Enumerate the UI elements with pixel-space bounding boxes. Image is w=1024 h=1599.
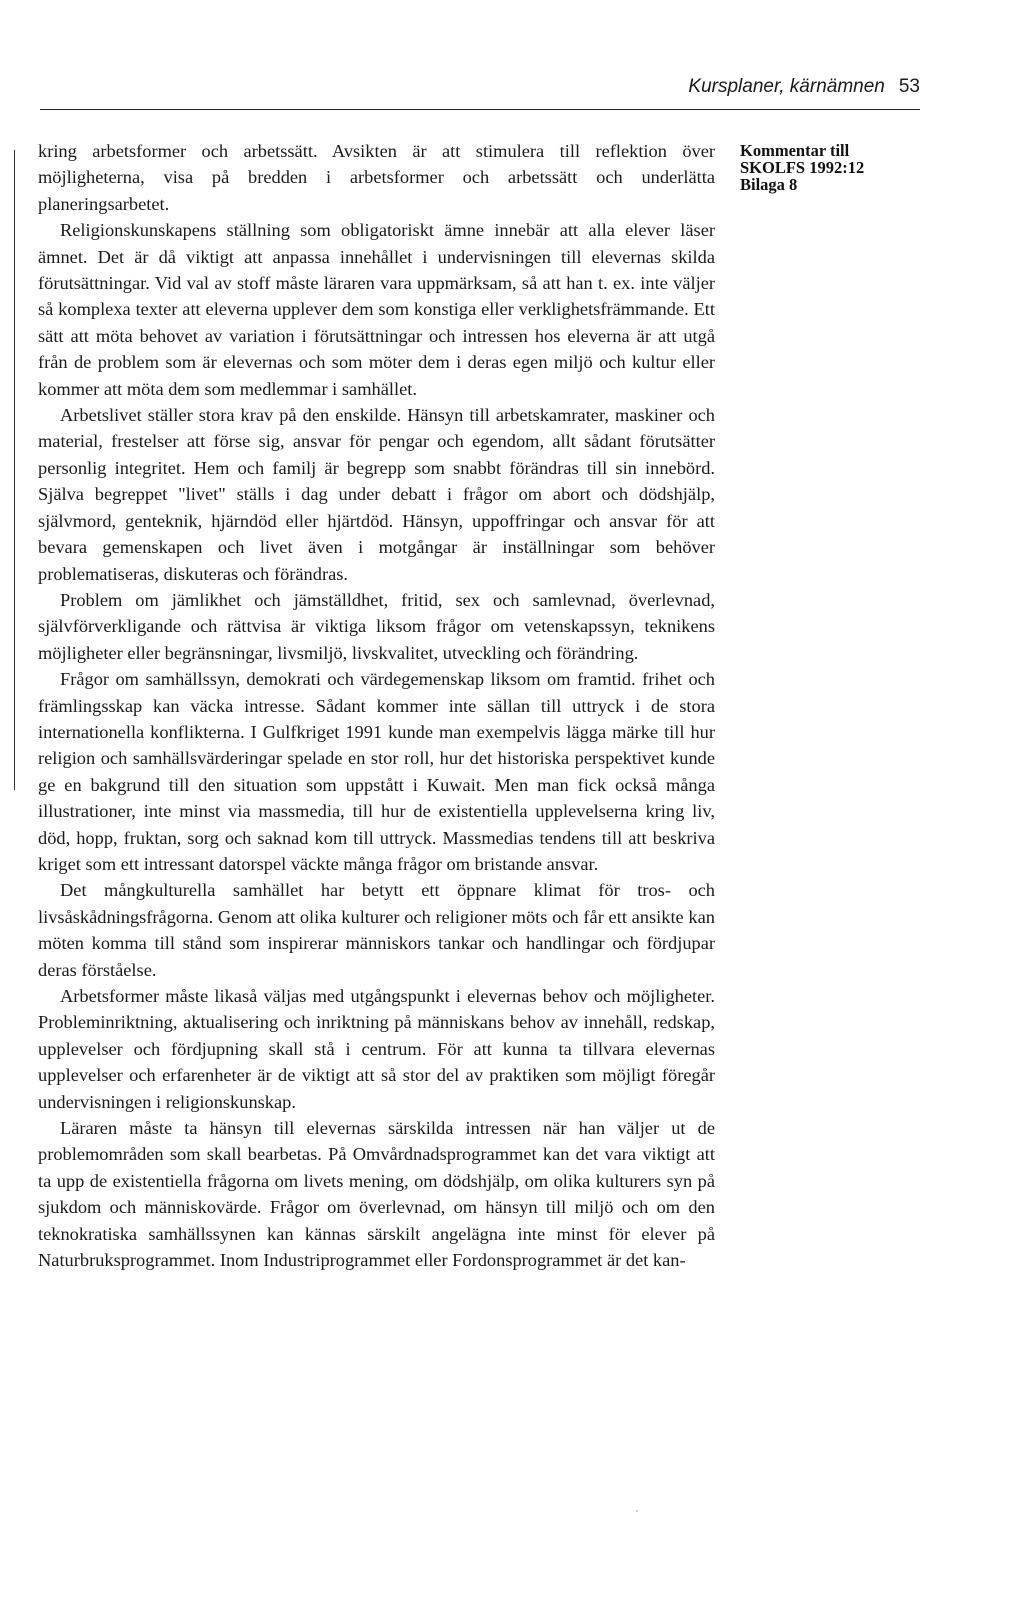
margin-change-bar <box>14 150 15 790</box>
running-head <box>0 76 920 98</box>
margin-note <box>740 142 940 193</box>
body-text <box>38 138 715 1273</box>
margin-note-line-2: SKOLFS 1992:12 <box>740 158 865 177</box>
paragraph: Läraren måste ta hänsyn till elevernas särskilda intressen när han väljer ut de problemområden som skall bearbetas. På Omvårdnadsprogrammet kan det vara viktigt att ta upp de existentiella frågorna om livets mening, om dödshjälp, om olika kulturers syn på sjukdom och människovärde. Frågor om överlevnad, om hänsyn till miljö och om den teknokratiska samhällssynen kan kännas särskilt angelägna inte minst för elever på Naturbruksprogrammet. Inom Industriprogrammet eller Fordonsprogrammet är det kan- <box>38 1118 715 1271</box>
paragraph: Arbetslivet ställer stora krav på den enskilde. Hänsyn till arbetskamrater, maskiner och material, frestelser att förse sig, ansvar för pengar och egendom, allt sådant förutsätter personlig integritet. Hem och familj är begrepp som snabbt förändras till sin innebörd. Själva begreppet "livet" ställs i dag under debatt i frågor om abort och dödshjälp, självmord, genteknik, hjärndöd eller hjärtdöd. Hänsyn, uppoffringar och ansvar för att bevara gemenskapen och livet även i motgångar är inställningar som behöver problematiseras, diskuteras och förändras. <box>38 405 715 584</box>
paragraph: Frågor om samhällssyn, demokrati och värdegemenskap liksom om framtid. frihet och främlingsskap kan väcka intresse. Sådant kommer inte sällan till uttryck i de stora internationella konflikterna. I Gulfkriget 1991 kunde man exempelvis lägga märke till hur religion och samhällsvärderingar spelade en stor roll, hur det historiska perspektivet kunde ge en bakgrund till den situation som uppstått i Kuwait. Men man fick också många illustrationer, inte minst via massmedia, till hur de existentiella upplevelserna kring liv, död, hopp, fruktan, sorg och saknad kom till uttryck. Massmedias tendens till att beskriva kriget som ett intressant datorspel väckte många frågor om bristande ansvar. <box>38 669 715 874</box>
paragraph: Det mångkulturella samhället har betytt ett öppnare klimat för tros- och livsåskådningsfrågorna. Genom att olika kulturer och religioner möts och får ett ansikte kan möten komma till stånd som inspirerar människors tankar och handlingar och fördjupar deras förståelse. <box>38 880 715 980</box>
paragraph: kring arbetsformer och arbetssätt. Avsikten är att stimulera till reflektion över möjligheterna, visa på bredden i arbetsformer och arbetssätt och underlätta planeringsarbetet. <box>38 141 715 214</box>
paragraph: Arbetsformer måste likaså väljas med utgångspunkt i elevernas behov och möjligheter. Probleminriktning, aktualisering och inriktning på människans behov av innehåll, redskap, upplevelser och fördjupning skall stå i centrum. För att kunna ta tillvara elevernas upplevelser och erfarenheter är de viktigt att så stor del av praktiken som möjligt föregår undervisningen i religionskunskap. <box>38 986 715 1112</box>
margin-note-line-1: Kommentar till <box>740 141 850 160</box>
scan-speck <box>636 1510 638 1512</box>
margin-note-line-3: Bilaga 8 <box>740 175 798 194</box>
running-head-title: Kursplaner, kärnämnen <box>688 76 885 97</box>
page-number: 53 <box>898 76 920 97</box>
paragraph: Problem om jämlikhet och jämställdhet, fritid, sex och samlevnad, överlevnad, självförverkligande och rättvisa är viktiga liksom frågor om vetenskapssyn, teknikens möjligheter eller begränsningar, livsmiljö, livskvalitet, utveckling och förändring. <box>38 589 715 663</box>
header-rule <box>40 109 920 110</box>
paragraph: Religionskunskapens ställning som obligatoriskt ämne innebär att alla elever läser ämnet. Det är då viktigt att anpassa innehållet i undervisningen till elevernas skilda förutsättningar. Vid val av stoff måste läraren vara uppmärksam, så att han t. ex. inte väljer så komplexa texter att eleverna upplever dem som konstiga eller verklighetsfrämmande. Ett sätt att möta behovet av variation i förutsättningar och intressen hos eleverna är att utgå från de problem som är elevernas och som möter dem i deras egen miljö och kultur eller kommer att möta dem som medlemmar i samhället. <box>38 220 715 399</box>
